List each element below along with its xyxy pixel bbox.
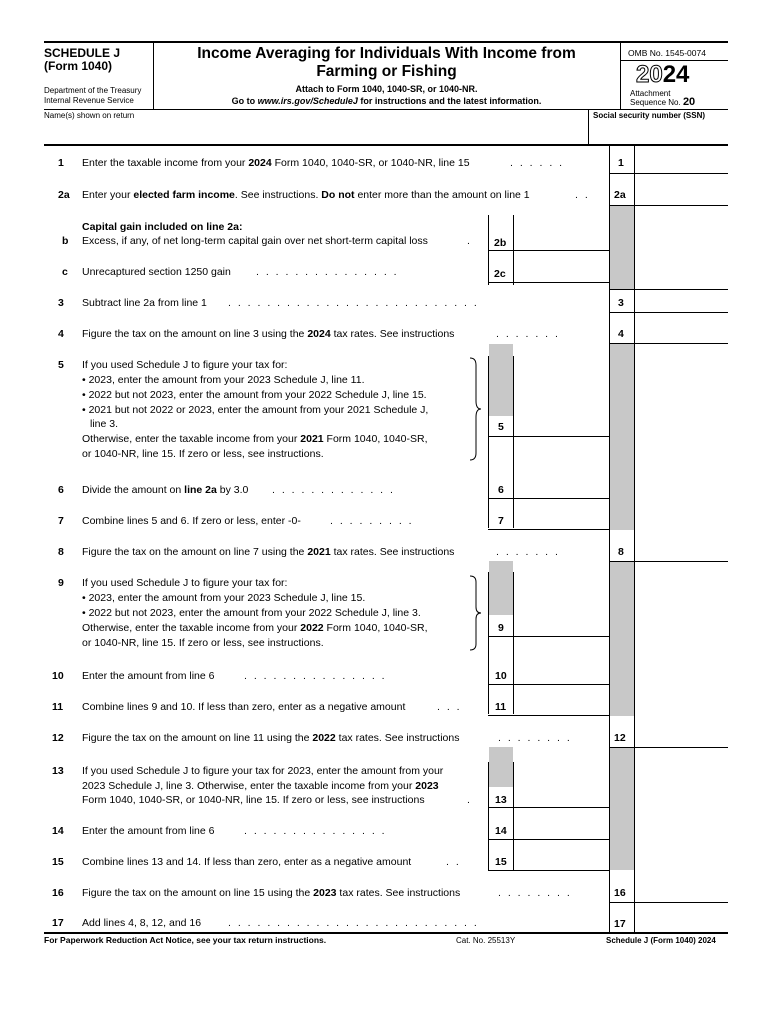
- shade-mid-9: [489, 561, 513, 615]
- names-field[interactable]: [44, 122, 584, 142]
- line-13-text-3: Form 1040, 1040-SR, or 1040-NR, line 15. If zero or less, see instructions: [82, 794, 425, 806]
- line-2c-box-label: 2c: [494, 268, 506, 280]
- goto-suffix: for instructions and the latest information.: [357, 96, 542, 106]
- line-9-text-4c: Form 1040, 1040-SR,: [323, 622, 428, 634]
- line-7-box-label: 7: [498, 515, 504, 527]
- line-9-box-label: 9: [498, 622, 504, 634]
- header-bottom-rule: [44, 109, 728, 110]
- line-15-dots: . .: [446, 856, 461, 868]
- line-2a-dots: . .: [575, 189, 590, 201]
- line-14-underline: [488, 839, 609, 840]
- line-2c-amount-field[interactable]: [515, 262, 607, 282]
- shade-right-13-15: [610, 747, 634, 870]
- line-13-text-1: If you used Schedule J to figure your tax for 2023, enter the amount from your: [82, 765, 444, 777]
- line-4-year: 2024: [307, 328, 331, 340]
- attach-instruction: Attach to Form 1040, 1040-SR, or 1040-NR.: [295, 84, 478, 94]
- line-3-number: 3: [58, 297, 64, 309]
- mid-border-5-7: [488, 356, 489, 528]
- mid-border-9-11: [488, 572, 489, 714]
- line-6-dots: . . . . . . . . . . . . .: [272, 484, 395, 496]
- line-13-amount-field[interactable]: [515, 787, 607, 807]
- line-3-dots: . . . . . . . . . . . . . . . . . . . . . . . . . .: [228, 297, 479, 309]
- line-2b-underline: [488, 250, 609, 251]
- line-15-number: 15: [52, 856, 64, 868]
- line-15-underline: [488, 870, 609, 871]
- line-8-box-label: 8: [618, 546, 624, 558]
- line-15-box-label: 15: [495, 856, 507, 868]
- line-17-amount-field[interactable]: [636, 910, 726, 932]
- line-3-underline: [609, 312, 728, 313]
- line-9-underline: [488, 636, 609, 637]
- line-9-text-1: If you used Schedule J to figure your tax for:: [82, 577, 288, 589]
- line-10-text: Enter the amount from line 6: [82, 670, 215, 682]
- line-1-number: 1: [58, 157, 64, 169]
- line-5-year: 2021: [300, 433, 324, 445]
- ssn-field[interactable]: [592, 122, 726, 142]
- line-2a-text-e: enter more than the amount on line 1: [354, 189, 530, 201]
- line-4-underline: [609, 343, 728, 344]
- line-13-year: 2023: [415, 780, 439, 792]
- line-13-text-2a: 2023 Schedule J, line 3. Otherwise, enter the taxable income from your: [82, 780, 416, 792]
- right-box-left-border: [609, 144, 610, 934]
- line-2b-box-label: 2b: [494, 237, 507, 249]
- line-7-text: Combine lines 5 and 6. If zero or less, enter -0-: [82, 515, 301, 527]
- ssn-divider: [588, 110, 589, 144]
- line-7-underline: [488, 529, 609, 530]
- tax-year: [636, 62, 689, 88]
- line-9-brace-icon: [468, 575, 482, 651]
- line-11-dots: . . .: [437, 701, 462, 713]
- goto-prefix: Go to: [231, 96, 258, 106]
- line-13-box-label: 13: [495, 794, 507, 806]
- line-8-text-c: tax rates. See instructions: [330, 546, 455, 558]
- line-5-number: 5: [58, 359, 64, 371]
- line-14-number: 14: [52, 825, 64, 837]
- line-17-number: 17: [52, 917, 64, 929]
- line-14-dots: . . . . . . . . . . . . . . .: [244, 825, 387, 837]
- line-9-text-5: or 1040-NR, line 15. If zero or less, see instructions.: [82, 637, 324, 649]
- tax-year-bold: 24: [662, 61, 690, 88]
- line-8-amount-field[interactable]: [636, 539, 726, 561]
- goto-instruction: [156, 96, 617, 107]
- line-16-number: 16: [52, 887, 64, 899]
- line-10-underline: [488, 684, 609, 685]
- line-14-text: Enter the amount from line 6: [82, 825, 215, 837]
- line-16-underline: [609, 902, 728, 903]
- line-1-text: [82, 157, 470, 170]
- line-4-text-a: Figure the tax on the amount on line 3 using the: [82, 328, 308, 340]
- line-13-text-2: [82, 780, 439, 793]
- line-5-text-4: • 2021 but not 2022 or 2023, enter the amount from your 2021 Schedule J,: [82, 404, 429, 416]
- line-2c-dots: . . . . . . . . . . . . . . .: [256, 266, 399, 278]
- line-9-amount-field[interactable]: [515, 616, 607, 636]
- line-6-text-a: Divide the amount on: [82, 484, 185, 496]
- sequence-label: [630, 98, 695, 107]
- line-2b-dots: .: [467, 235, 470, 247]
- attachment-label: Attachment: [630, 89, 671, 98]
- mid-border2-5-7: [513, 356, 514, 528]
- line-7-number: 7: [58, 515, 64, 527]
- line-10-dots: . . . . . . . . . . . . . . .: [244, 670, 387, 682]
- line-3-text: Subtract line 2a from line 1: [82, 297, 207, 309]
- line-13-underline: [488, 807, 609, 808]
- line-1-text-a: Enter the taxable income from your: [82, 157, 249, 169]
- line-17-dots: . . . . . . . . . . . . . . . . . . . . . . . . . .: [228, 917, 479, 929]
- line-4-text: [82, 328, 454, 341]
- dept-treasury: Department of the Treasury: [44, 86, 142, 95]
- line-1-box-label: 1: [618, 157, 624, 169]
- line-1-dots: . . . . . .: [510, 157, 565, 169]
- sequence-number: 20: [682, 96, 696, 108]
- line-5-text-6a: Otherwise, enter the taxable income from your: [82, 433, 301, 445]
- line-11-underline: [488, 715, 609, 716]
- capital-gain-heading: Capital gain included on line 2a:: [82, 221, 243, 233]
- line-4-text-c: tax rates. See instructions: [330, 328, 455, 340]
- line-16-text: [82, 887, 460, 900]
- line-12-text-a: Figure the tax on the amount on line 11 using the: [82, 732, 313, 744]
- line-1-text-c: Form 1040, 1040-SR, or 1040-NR, line 15: [271, 157, 470, 169]
- line-2a-amount-field[interactable]: [636, 181, 726, 205]
- line-7-amount-field[interactable]: [515, 509, 607, 529]
- form-label: (Form 1040): [44, 59, 113, 73]
- line-1-year: 2024: [248, 157, 272, 169]
- line-2a-elected: elected farm income: [133, 189, 235, 201]
- line-8-text-a: Figure the tax on the amount on line 7 using the: [82, 546, 308, 558]
- line-5-text-1: If you used Schedule J to figure your tax for:: [82, 359, 288, 371]
- line-4-number: 4: [58, 328, 64, 340]
- header-divider-left: [153, 43, 154, 109]
- line-8-text: [82, 546, 454, 559]
- line-12-number: 12: [52, 732, 64, 744]
- mid-border2-9-11: [513, 572, 514, 714]
- line-2b-number: b: [62, 235, 69, 247]
- names-label: Name(s) shown on return: [44, 111, 135, 120]
- line-9-number: 9: [58, 577, 64, 589]
- line-2a-text-c: . See instructions.: [234, 189, 322, 201]
- line-11-text: Combine lines 9 and 10. If less than zero, enter as a negative amount: [82, 701, 406, 713]
- line-17-text: Add lines 4, 8, 12, and 16: [82, 917, 202, 929]
- line-12-underline: [609, 747, 728, 748]
- shade-right-2b-2c: [610, 205, 634, 289]
- footer-cat-number: Cat. No. 25513Y: [456, 936, 516, 945]
- line-2a-box-label: 2a: [614, 189, 626, 201]
- tax-year-outline: 20: [636, 61, 663, 88]
- shade-mid-13: [489, 747, 513, 787]
- line-8-underline: [609, 561, 728, 562]
- line-17-box-label: 17: [614, 918, 626, 930]
- line-15-text: Combine lines 13 and 14. If less than zero, enter as a negative amount: [82, 856, 412, 868]
- line-12-text-c: tax rates. See instructions: [335, 732, 460, 744]
- line-12-box-label: 12: [614, 732, 626, 744]
- line-2a-donot: Do not: [321, 189, 355, 201]
- line-5-text-6c: Form 1040, 1040-SR,: [323, 433, 428, 445]
- line-7-dots: . . . . . . . . .: [330, 515, 414, 527]
- footer-paperwork-notice: For Paperwork Reduction Act Notice, see your tax return instructions.: [44, 935, 327, 945]
- dept-irs: Internal Revenue Service: [44, 96, 134, 105]
- line-16-amount-field[interactable]: [636, 880, 726, 902]
- form-title-line1: Income Averaging for Individuals With Income from: [197, 45, 576, 62]
- header-divider-right: [620, 43, 621, 109]
- schedule-label: SCHEDULE J: [44, 46, 121, 60]
- shade-mid-5: [489, 344, 513, 416]
- name-row-bottom-rule: [44, 144, 728, 146]
- line-9-year: 2022: [300, 622, 324, 634]
- line-2a-underline: [609, 205, 728, 206]
- line-8-year: 2021: [307, 546, 331, 558]
- line-1-amount-field[interactable]: [636, 149, 726, 173]
- line-12-dots: . . . . . . . .: [498, 732, 572, 744]
- line-9-text-4a: Otherwise, enter the taxable income from your: [82, 622, 301, 634]
- line-13-number: 13: [52, 765, 64, 777]
- line-9-text-4: [82, 622, 428, 635]
- line-11-amount-field[interactable]: [515, 695, 607, 715]
- line-5-box-label: 5: [498, 421, 504, 433]
- line-6-box-label: 6: [498, 484, 504, 496]
- mid-border-13-15: [488, 762, 489, 870]
- line-2a-text: [82, 189, 530, 202]
- form-title-line2: Farming or Fishing: [316, 63, 457, 80]
- line-16-text-c: tax rates. See instructions: [336, 887, 461, 899]
- line-6-text-c: by 3.0: [216, 484, 249, 496]
- line-16-box-label: 16: [614, 887, 626, 899]
- line-11-number: 11: [52, 701, 64, 713]
- line-5-amount-field[interactable]: [515, 416, 607, 436]
- line-8-dots: . . . . . . .: [496, 546, 560, 558]
- line-14-amount-field[interactable]: [515, 819, 607, 839]
- line-12-text: [82, 732, 459, 745]
- sequence-text: Sequence No.: [630, 98, 681, 107]
- line-5-text-6: [82, 433, 428, 446]
- line-5-text-7: or 1040-NR, line 15. If zero or less, see instructions.: [82, 448, 324, 460]
- header-top-rule: [44, 41, 728, 43]
- line-9-text-3: • 2022 but not 2023, enter the amount from your 2022 Schedule J, line 3.: [82, 607, 421, 619]
- line-2b-amount-field[interactable]: [515, 230, 607, 250]
- line-10-amount-field[interactable]: [515, 664, 607, 684]
- line-6-underline: [488, 498, 609, 499]
- line-5-text-2: • 2023, enter the amount from your 2023 Schedule J, line 11.: [82, 374, 365, 386]
- line-5-text-5: line 3.: [90, 418, 119, 430]
- line-1-underline: [609, 173, 728, 174]
- line-3-amount-field[interactable]: [636, 290, 726, 312]
- line-4-box-label: 4: [618, 328, 624, 340]
- goto-url[interactable]: www.irs.gov/ScheduleJ: [257, 96, 358, 106]
- line-14-box-label: 14: [495, 825, 507, 837]
- line-9-text-2: • 2023, enter the amount from your 2023 Schedule J, line 15.: [82, 592, 366, 604]
- line-5-brace-icon: [468, 357, 482, 461]
- line-5-text-3: • 2022 but not 2023, enter the amount from your 2022 Schedule J, line 15.: [82, 389, 427, 401]
- line-8-number: 8: [58, 546, 64, 558]
- line-2a-text-a: Enter your: [82, 189, 134, 201]
- line-6-text: [82, 484, 248, 497]
- shade-right-5-7: [610, 344, 634, 530]
- line-2a-number: 2a: [58, 189, 70, 201]
- line-6-ref: line 2a: [184, 484, 217, 496]
- line-10-number: 10: [52, 670, 64, 682]
- line-2c-underline: [488, 282, 609, 283]
- line-13-dots: .: [467, 794, 470, 806]
- line-6-amount-field[interactable]: [515, 478, 607, 498]
- mid-border2-13-15: [513, 762, 514, 870]
- line-16-dots: . . . . . . . .: [498, 887, 572, 899]
- line-16-text-a: Figure the tax on the amount on line 15 using the: [82, 887, 314, 899]
- shade-right-9-11: [610, 561, 634, 716]
- right-input-left-border: [634, 144, 635, 934]
- line-12-year: 2022: [312, 732, 336, 744]
- line-11-box-label: 11: [495, 701, 507, 713]
- line-2c-number: c: [62, 266, 68, 278]
- footer-rule: [44, 932, 728, 934]
- line-6-number: 6: [58, 484, 64, 496]
- line-2c-text: Unrecaptured section 1250 gain: [82, 266, 231, 278]
- line-16-year: 2023: [313, 887, 337, 899]
- line-3-box-label: 3: [618, 297, 624, 309]
- line-2b-text: Excess, if any, of net long-term capital gain over net short-term capital loss: [82, 235, 428, 247]
- line-4-dots: . . . . . . .: [496, 328, 560, 340]
- line-12-amount-field[interactable]: [636, 725, 726, 747]
- line-5-underline: [488, 436, 609, 437]
- ssn-label: Social security number (SSN): [593, 111, 706, 120]
- omb-number: OMB No. 1545-0074: [628, 48, 706, 58]
- line-10-box-label: 10: [495, 670, 507, 682]
- line-4-amount-field[interactable]: [636, 321, 726, 343]
- footer-form-id: Schedule J (Form 1040) 2024: [606, 936, 716, 945]
- line-15-amount-field[interactable]: [515, 850, 607, 870]
